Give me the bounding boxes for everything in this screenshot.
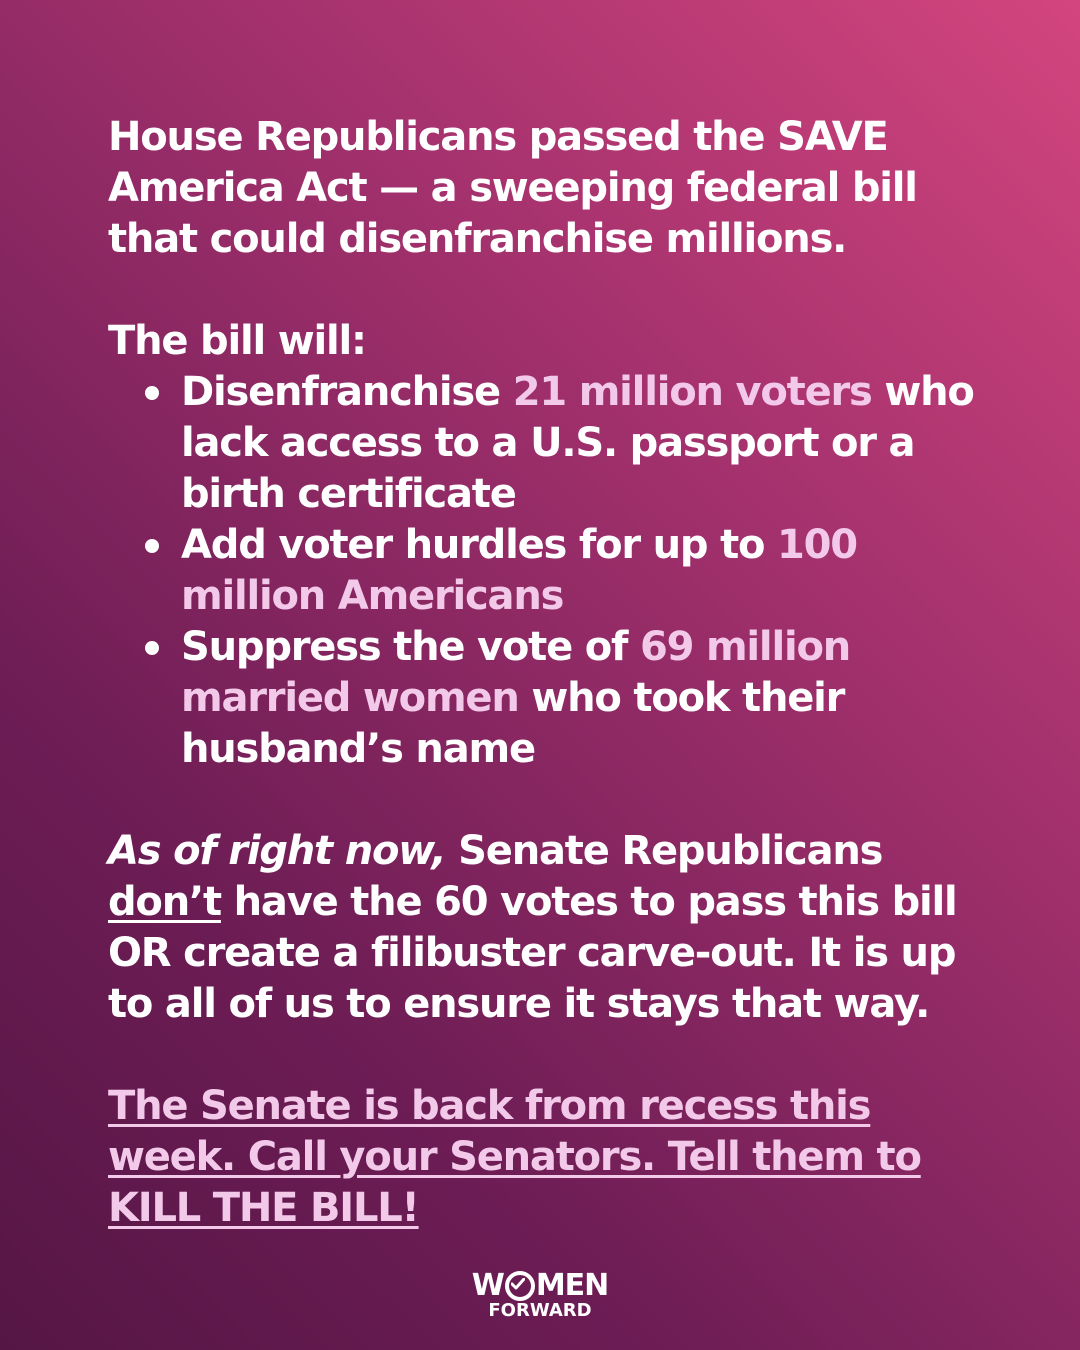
bullet-text: Add voter hurdles for up to: [181, 522, 777, 568]
bullet-text: Suppress the vote of: [181, 624, 640, 670]
senate-underlined-word: don’t: [108, 879, 221, 925]
logo-letter: W: [471, 1268, 504, 1303]
bullet-dot-icon: [145, 386, 159, 400]
bullet-highlight: 21 million voters: [512, 369, 872, 415]
spacer: [108, 265, 988, 316]
list-item: [108, 367, 988, 520]
spacer: [108, 775, 988, 826]
bullet-text: who took their husband’s name: [181, 675, 845, 772]
bullet-text: Disenfranchise: [181, 369, 513, 415]
logo-letters: MEN: [535, 1268, 609, 1303]
bullet-dot-icon: [145, 539, 159, 553]
senate-text: have the 60 votes to pass this bill OR create a filibuster carve-out. It is up to all of us to ensure it stays that way.: [108, 879, 957, 1027]
call-to-action-link[interactable]: The Senate is back from recess this week. Call your Senators. Tell them to KILL THE BILL!: [108, 1083, 921, 1231]
bullet-dot-icon: [145, 641, 159, 655]
intro-paragraph: House Republicans passed the SAVE America Act — a sweeping federal bill that could disenfranchise millions.: [108, 114, 917, 262]
post-content: [108, 112, 988, 1234]
logo-wordmark-bottom: FORWARD: [488, 1300, 592, 1321]
senate-paragraph: [108, 826, 988, 1030]
bullet-highlight: 69 million married women: [181, 624, 851, 721]
bill-effects-list: [108, 367, 988, 775]
bullet-text: who lack access to a U.S. passport or a birth certificate: [181, 369, 974, 517]
senate-italic-lead: As of right now,: [108, 828, 446, 874]
list-item: [108, 520, 988, 622]
senate-text: Senate Republicans: [445, 828, 883, 874]
logo-wordmark-top: [0, 1270, 1080, 1302]
spacer: [108, 1030, 988, 1081]
list-item: [108, 622, 988, 775]
bullet-highlight: 100 million Americans: [181, 522, 857, 619]
bill-heading: The bill will:: [108, 318, 366, 364]
women-forward-logo: [0, 1270, 1080, 1320]
checkmark-circle-icon: [505, 1271, 535, 1301]
